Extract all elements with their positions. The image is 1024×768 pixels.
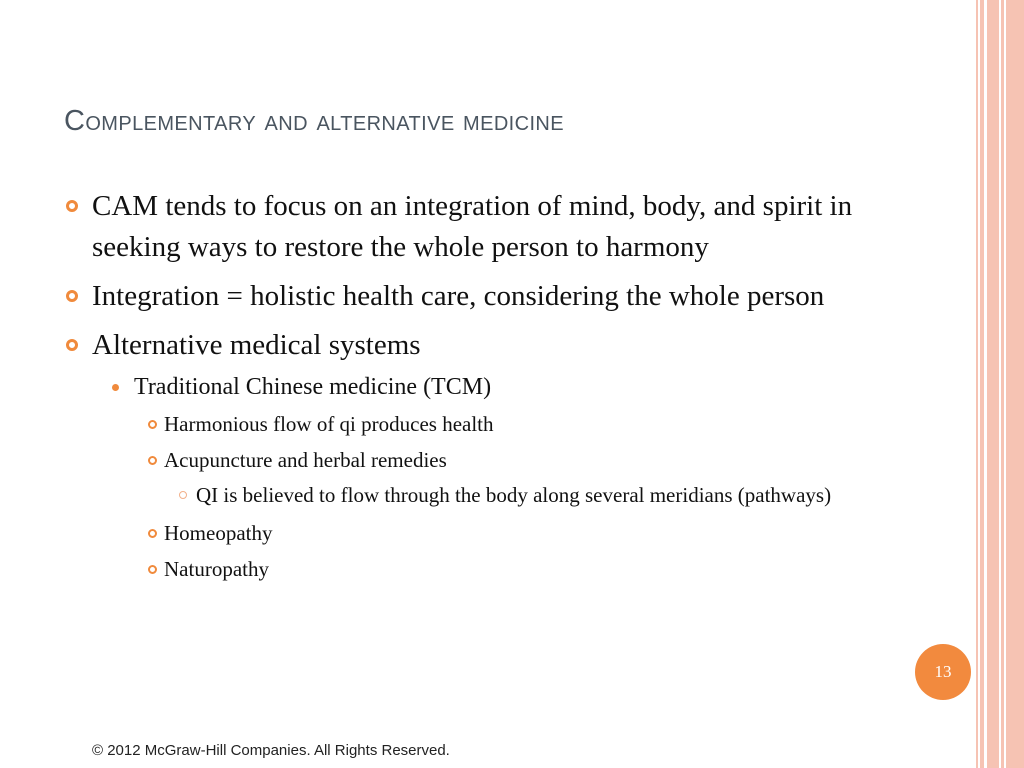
- sub-sub-bullet-item: [60, 518, 920, 548]
- bullet-text: Traditional Chinese medicine (TCM): [134, 374, 492, 400]
- decor-stripe: [976, 0, 978, 768]
- sub-sub-bullet-item: [60, 409, 920, 439]
- ring-bullet-icon: [148, 456, 157, 465]
- ring-bullet-icon: [66, 290, 78, 302]
- ring-bullet-icon: [179, 491, 187, 499]
- bullet-item: [60, 276, 920, 317]
- ring-bullet-icon: [148, 565, 157, 574]
- decor-stripe: [1006, 0, 1024, 768]
- dot-bullet-icon: [112, 384, 119, 391]
- bullet-text: CAM tends to focus on an integration of mind, body, and spirit in seeking ways to restore the whole person to harmony: [92, 190, 853, 263]
- sub-sub-bullet-item: [60, 445, 920, 475]
- bullet-text: Acupuncture and herbal remedies: [164, 448, 447, 472]
- bullet-item: [60, 325, 920, 366]
- decor-stripe: [987, 0, 999, 768]
- decor-stripe: [1001, 0, 1004, 768]
- bullet-text: Homeopathy: [164, 521, 273, 545]
- bullet-text: Naturopathy: [164, 557, 269, 581]
- ring-bullet-icon: [148, 420, 157, 429]
- page-number-badge: [915, 644, 971, 700]
- slide-title: Complementary and alternative medicine: [64, 105, 565, 137]
- bullet-text: Integration = holistic health care, considering the whole person: [92, 280, 825, 312]
- bullet-text: QI is believed to flow through the body along several meridians (pathways): [196, 483, 832, 507]
- bullet-text: Harmonious flow of qi produces health: [164, 412, 494, 436]
- sub-bullet-item: [60, 370, 920, 404]
- sub-sub-bullet-item: [60, 554, 920, 584]
- ring-bullet-icon: [148, 529, 157, 538]
- slide-body: [60, 186, 920, 590]
- level4-bullet-item: [60, 481, 920, 510]
- decor-stripe: [980, 0, 984, 768]
- bullet-item: [60, 186, 920, 268]
- ring-bullet-icon: [66, 339, 78, 351]
- copyright-footer: © 2012 McGraw-Hill Companies. All Rights Reserved.: [92, 742, 450, 759]
- ring-bullet-icon: [66, 200, 78, 212]
- bullet-text: Alternative medical systems: [92, 329, 421, 361]
- page-number: 13: [934, 662, 952, 681]
